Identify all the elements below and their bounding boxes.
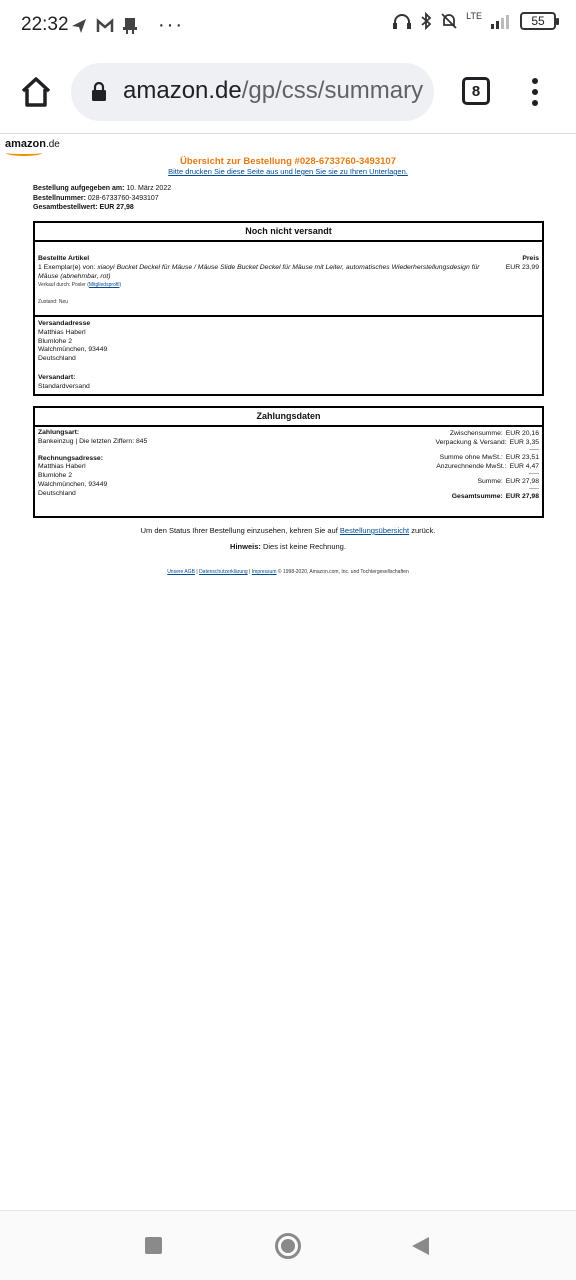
shipping-method-label: Versandart: (38, 373, 76, 381)
status-note-text: Um den Status Ihrer Bestellung einzusehen, kehren Sie auf (140, 526, 340, 535)
menu-dot-icon (532, 100, 538, 106)
url-text[interactable] (123, 77, 423, 105)
shipping-address-label: Versandadresse (38, 320, 91, 327)
lock-icon (91, 82, 107, 102)
billing-line: Walchmünchen, 93449 (38, 480, 108, 488)
clock: 22:32 (21, 14, 69, 35)
url-host: amazon.de (123, 77, 242, 104)
system-navigation-bar (0, 1210, 576, 1280)
page-footer (0, 569, 576, 575)
item-condition: Zustand: Neu (38, 299, 69, 306)
billing-line: Matthias Haberl (38, 463, 86, 471)
items-label: Bestellte Artikel (38, 255, 90, 262)
item-quantity: 1 Exemplar(e) von: (38, 263, 98, 271)
url-path: /gp/css/summary (241, 77, 424, 104)
order-date-label: Bestellung aufgegeben am: (33, 185, 125, 192)
gmail-icon (96, 18, 114, 34)
order-number-value: 028-6733760-3493107 (85, 194, 159, 202)
order-total: Gesamtbestellwert: EUR 27,98 (33, 204, 134, 211)
sum-rule: ----- (529, 471, 539, 477)
menu-dot-icon (532, 89, 538, 95)
sum-rule: ----- (529, 447, 539, 453)
url-bar[interactable] (71, 63, 434, 121)
bluetooth-icon (420, 12, 432, 30)
tab-switcher-button[interactable]: 8 (462, 77, 490, 105)
menu-dot-icon (532, 78, 538, 84)
sold-by-end: ) (119, 282, 122, 289)
net-sum-value: EUR 23,51 (505, 454, 539, 461)
amazon-logo[interactable] (5, 138, 60, 150)
payment-box (33, 406, 544, 518)
payment-section (38, 429, 147, 499)
subtotal-value: EUR 20,16 (505, 430, 539, 437)
status-note (0, 526, 576, 535)
address-line: Matthias Haberl (38, 328, 86, 336)
section-divider (35, 315, 542, 317)
payment-totals (389, 429, 539, 501)
seller-profile-link[interactable]: Mitgliedsprofil (88, 282, 120, 289)
vat-value: EUR 4,47 (509, 463, 539, 470)
privacy-link[interactable]: Datenschutzerklärung (199, 569, 248, 575)
logo-suffix: .de (45, 139, 60, 150)
home-icon[interactable] (18, 74, 54, 110)
signal-icon (490, 13, 512, 29)
browser-toolbar (0, 52, 576, 134)
imprint-link[interactable]: Impressum (251, 569, 277, 575)
status-note-end: zurück. (409, 526, 436, 535)
vat-label: Anzurechnende MwSt.: (436, 463, 507, 470)
system-icons (392, 12, 556, 30)
shipping-cost-label: Verpackung & Versand: (435, 439, 507, 446)
shipment-box (33, 221, 544, 396)
page-title: Übersicht zur Bestellung #028-6733760-3493107 (180, 156, 396, 167)
invoice-note-label: Hinweis: (230, 542, 261, 551)
print-link[interactable]: Bitte drucken Sie diese Seite aus und legen Sie sie zu Ihren Unterlagen. (168, 167, 408, 176)
grand-total-value: EUR 27,98 (505, 493, 539, 500)
order-date-value: 10. März 2022 (124, 185, 172, 192)
item-price: EUR 23,99 (505, 263, 539, 271)
ordered-items-section (38, 255, 498, 307)
payment-heading: Zahlungsdaten (35, 408, 542, 427)
more-icon: ··· (158, 14, 184, 36)
back-icon[interactable] (412, 1237, 429, 1255)
order-meta (33, 184, 171, 213)
shipping-cost-value: EUR 3,35 (509, 439, 539, 446)
sum-value: EUR 27,98 (505, 478, 539, 485)
mute-icon (440, 12, 458, 30)
net-sum-label: Summe ohne MwSt.: (439, 454, 503, 461)
address-line: Deutschland (38, 355, 76, 363)
order-overview-link[interactable]: Bestellungsübersicht (339, 526, 410, 535)
subtotal-label: Zwischensumme: (449, 430, 503, 437)
send-icon (70, 17, 88, 35)
price-column (506, 255, 539, 273)
copyright: © 1998-2020, Amazon.com, Inc. und Tochtergesellschaften (276, 569, 409, 575)
notification-icons (70, 14, 184, 37)
invoice-note (0, 542, 576, 551)
battery-icon: 55 (520, 12, 556, 30)
sum-label: Summe: (477, 478, 503, 485)
address-line: Walchmünchen, 93449 (38, 346, 108, 354)
footer-separator: | (194, 569, 200, 575)
home-nav-icon[interactable] (275, 1233, 301, 1259)
order-number-label: Bestellnummer: (33, 194, 86, 202)
footer-separator: | (247, 569, 252, 575)
payment-type-label: Zahlungsart: (38, 429, 80, 436)
shipment-heading: Noch nicht versandt (35, 223, 542, 242)
notification-icon (122, 17, 138, 35)
status-bar (0, 0, 576, 52)
grand-total-label: Gesamtsumme: (451, 493, 503, 500)
logo-text: amazon (5, 138, 46, 150)
price-label: Preis (522, 255, 539, 262)
invoice-note-text: Dies ist keine Rechnung. (260, 542, 346, 551)
shipping-method-value: Standardversand (38, 382, 90, 390)
browser-menu-button[interactable] (526, 76, 544, 108)
terms-link[interactable]: Unsere AGB (167, 569, 195, 575)
sum-rule: ----- (529, 486, 539, 492)
address-line: Blumlohe 2 (38, 337, 73, 345)
item-name[interactable]: xiaoyi Bucket Deckel für Mäuse / Mäuse Slide Bucket Deckel für Mäuse mit Leiter, automatisches Wiederherstellungsdesign für Mäuse (abnehmbar, rot) (38, 263, 480, 280)
network-type: LTE (466, 11, 482, 21)
sold-by: Verkauf durch: Posler ( (38, 282, 89, 289)
payment-type-value: Bankeinzug | Die letzten Ziffern: 845 (38, 437, 148, 445)
billing-line: Blumlohe 2 (38, 472, 73, 480)
headphones-icon (392, 12, 412, 30)
billing-line: Deutschland (38, 489, 76, 497)
shipping-address-section (38, 320, 107, 392)
billing-address-label: Rechnungsadresse: (38, 454, 103, 462)
recents-icon[interactable] (145, 1237, 162, 1254)
